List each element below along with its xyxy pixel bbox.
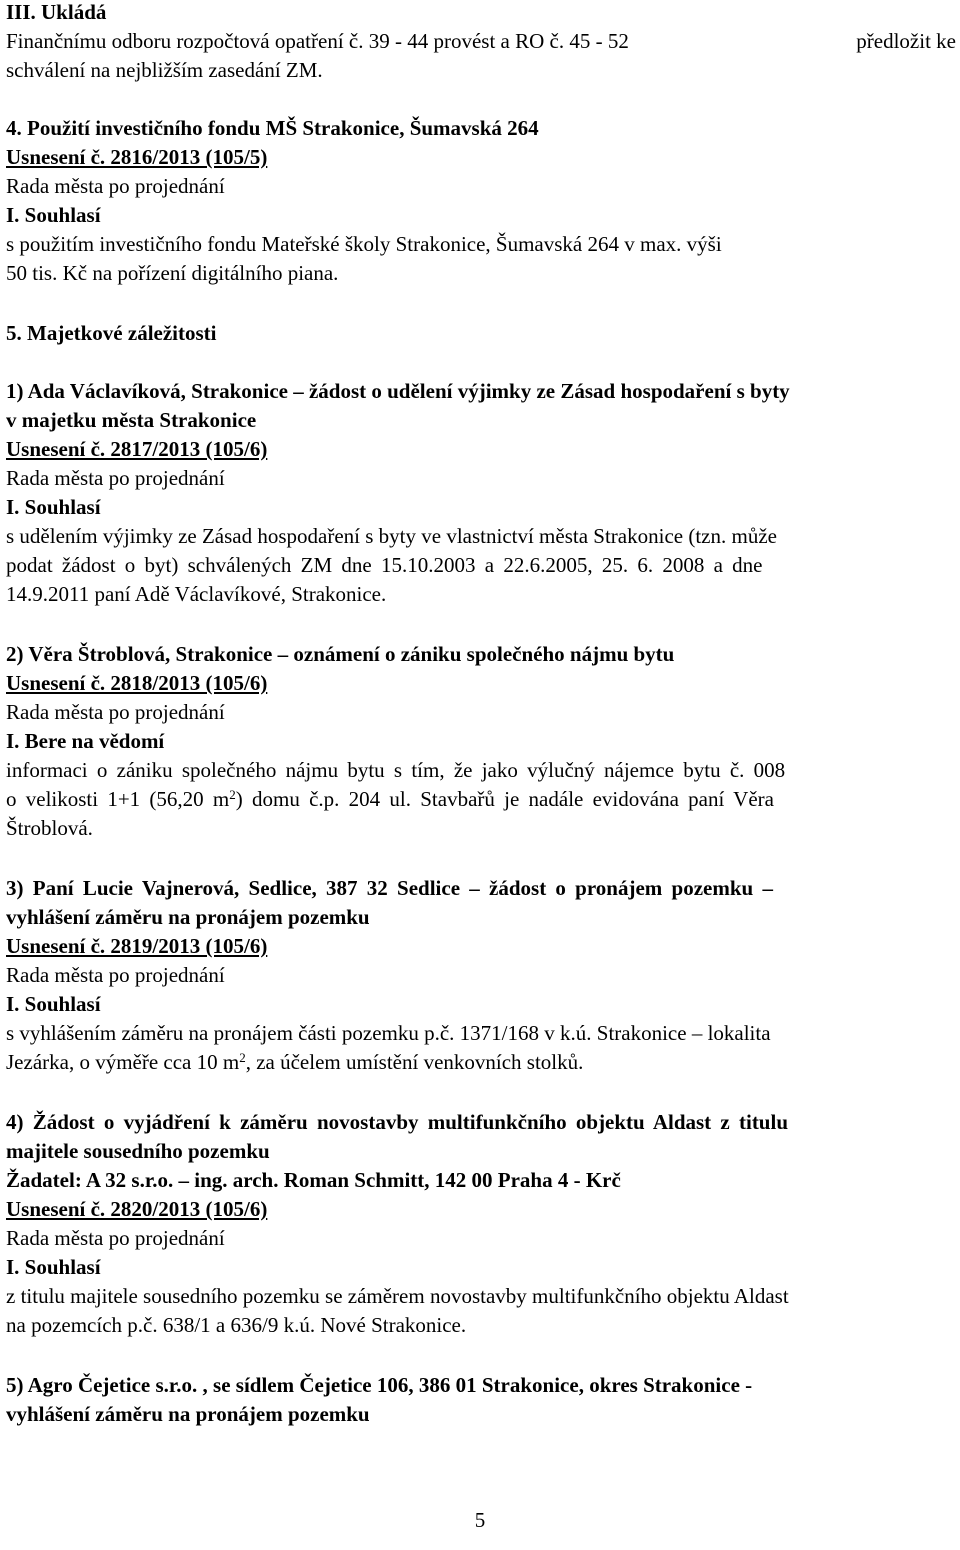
superscript: 2 [229, 787, 236, 802]
council-line: Rada města po projednání [6, 466, 225, 490]
paragraph-line: podat žádost o byt) schválených ZM dne 15.10.2003 a 22.6.2005, 25. 6. 2008 a dne [6, 553, 763, 577]
text-fragment: předložit ke [856, 29, 956, 53]
text-fragment: o velikosti 1+1 (56,20 m [6, 787, 230, 811]
item-title: 4) Žádost o vyjádření k záměru novostavby multifunkčního objektu Aldast z titulu [6, 1110, 789, 1134]
item-title: majitele sousedního pozemku [6, 1139, 270, 1163]
resolution-number: Usnesení č. 2818/2013 (105/6) [6, 671, 268, 695]
item-title: 3) Paní Lucie Vajnerová, Sedlice, 387 32 Sedlice – žádost o pronájem pozemku – [6, 876, 773, 900]
council-line: Rada města po projednání [6, 174, 225, 198]
resolution-number: Usnesení č. 2819/2013 (105/6) [6, 934, 268, 958]
paragraph-line: s vyhlášením záměru na pronájem části pozemku p.č. 1371/168 v k.ú. Strakonice – lokalita [6, 1021, 771, 1045]
text-fragment: , za účelem umístění venkovních stolků. [245, 1050, 584, 1074]
resolution-number: Usnesení č. 2817/2013 (105/6) [6, 437, 268, 461]
page-number: 5 [474, 1508, 486, 1532]
paragraph-line: 50 tis. Kč na pořízení digitálního piana. [6, 261, 339, 285]
paragraph-line [6, 1048, 583, 1077]
paragraph-line: informaci o zániku společného nájmu bytu s tím, že jako výlučný nájemce bytu č. 008 [6, 758, 786, 782]
superscript: 2 [239, 1050, 246, 1065]
paragraph-line [6, 27, 956, 56]
item-title: 1) Ada Václavíková, Strakonice – žádost o udělení výjimky ze Zásad hospodaření s byty [6, 379, 790, 403]
text-fragment: Finančnímu odboru rozpočtová opatření č. 39 - 44 provést a RO č. 45 - 52 [6, 29, 629, 53]
paragraph-line: Štroblová. [6, 816, 93, 840]
council-line: Rada města po projednání [6, 700, 225, 724]
paragraph-line: z titulu majitele sousedního pozemku se záměrem novostavby multifunkčního objektu Aldast [6, 1284, 789, 1308]
item-title: vyhlášení záměru na pronájem pozemku [6, 1402, 370, 1426]
item-title: vyhlášení záměru na pronájem pozemku [6, 905, 370, 929]
resolution-number: Usnesení č. 2816/2013 (105/5) [6, 145, 268, 169]
paragraph-line: na pozemcích p.č. 638/1 a 636/9 k.ú. Nové Strakonice. [6, 1313, 467, 1337]
verdict: I. Souhlasí [6, 1255, 101, 1279]
paragraph-line: s použitím investičního fondu Mateřské školy Strakonice, Šumavská 264 v max. výši [6, 232, 722, 256]
verdict: I. Souhlasí [6, 203, 101, 227]
item-title: 5) Agro Čejetice s.r.o. , se sídlem Čejetice 106, 386 01 Strakonice, okres Strakonice - [6, 1373, 753, 1397]
section-title-4: 4. Použití investičního fondu MŠ Strakonice, Šumavská 264 [6, 116, 539, 140]
paragraph-line [6, 785, 774, 814]
verdict: I. Bere na vědomí [6, 729, 165, 753]
verdict: I. Souhlasí [6, 495, 101, 519]
paragraph-line: 14.9.2011 paní Adě Václavíkové, Strakonice. [6, 582, 387, 606]
council-line: Rada města po projednání [6, 1226, 225, 1250]
item-title: v majetku města Strakonice [6, 408, 257, 432]
section-heading-uklada: III. Ukládá [6, 0, 107, 24]
applicant-line: Žadatel: A 32 s.r.o. – ing. arch. Roman Schmitt, 142 00 Praha 4 - Krč [6, 1168, 621, 1192]
paragraph-line: s udělením výjimky ze Zásad hospodaření s byty ve vlastnictví města Strakonice (tzn. může [6, 524, 777, 548]
council-line: Rada města po projednání [6, 963, 225, 987]
verdict: I. Souhlasí [6, 992, 101, 1016]
resolution-number: Usnesení č. 2820/2013 (105/6) [6, 1197, 268, 1221]
item-title: 2) Věra Štroblová, Strakonice – oznámení o zániku společného nájmu bytu [6, 642, 675, 666]
text-fragment: ) domu č.p. 204 ul. Stavbařů je nadále evidována paní Věra [235, 787, 774, 811]
paragraph-line: schválení na nejbližším zasedání ZM. [6, 58, 323, 82]
text-fragment: Jezárka, o výměře cca 10 m [6, 1050, 240, 1074]
section-title-5: 5. Majetkové záležitosti [6, 321, 217, 345]
